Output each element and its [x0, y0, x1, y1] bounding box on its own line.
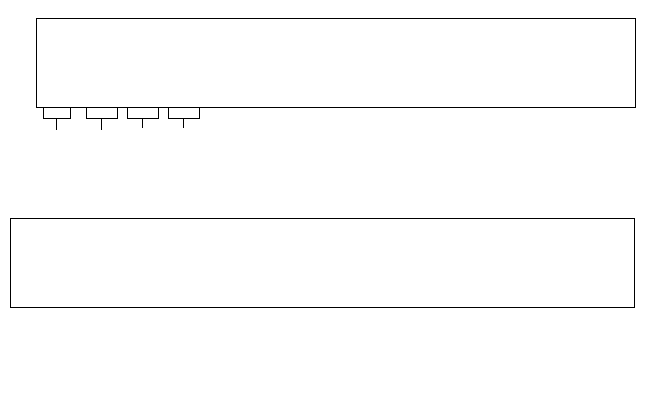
heater-group-lead	[101, 118, 102, 130]
power-group-lead	[56, 118, 57, 130]
power-group-label	[22, 130, 88, 140]
motor2-group-lead	[183, 118, 184, 128]
motor1-group-bracket	[127, 108, 159, 119]
motor1-group-lead	[142, 118, 143, 128]
motor2-group-label	[153, 128, 213, 138]
heater-group-label	[96, 130, 107, 150]
function-label-area	[10, 312, 635, 397]
heater-group-bracket	[86, 108, 118, 119]
power-group-bracket	[43, 108, 71, 119]
motor2-group-bracket	[168, 108, 200, 119]
top-terminal-strip	[36, 18, 636, 108]
bottom-terminal-strip	[10, 218, 635, 308]
